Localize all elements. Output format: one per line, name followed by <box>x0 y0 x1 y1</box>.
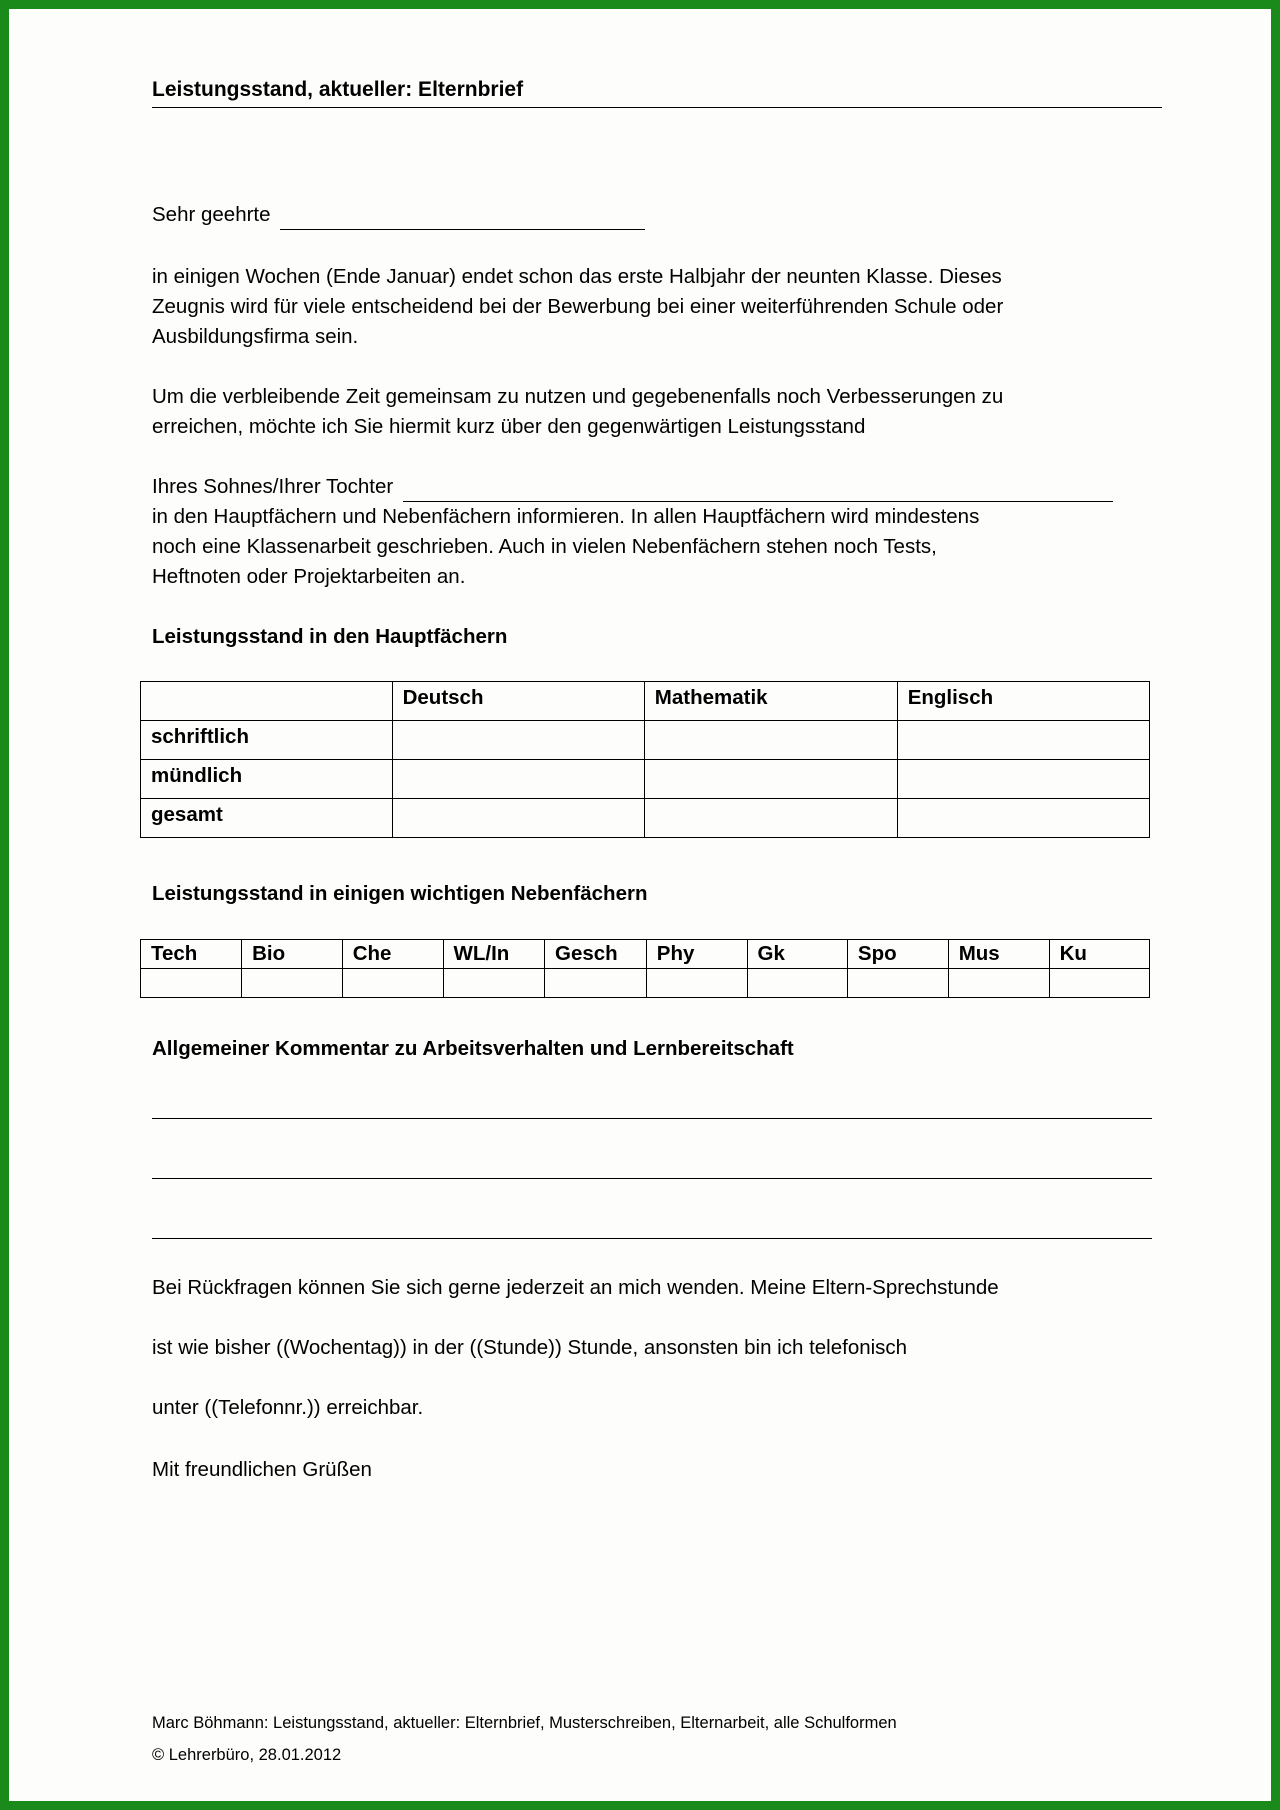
grade-cell[interactable] <box>1049 969 1149 998</box>
table-row <box>141 760 1150 799</box>
row-label: schriftlich <box>141 721 393 760</box>
table-header-cell: Phy <box>646 940 747 969</box>
grade-cell[interactable] <box>392 799 644 838</box>
row-label: gesamt <box>141 799 393 838</box>
footer-source: Marc Böhmann: Leistungsstand, aktueller: Elternbrief, Musterschreiben, Elternarbeit, alle Schulformen <box>152 1714 897 1732</box>
table-header-cell <box>141 682 393 721</box>
table-header-row <box>141 940 1150 969</box>
table-header-cell: Gk <box>747 940 847 969</box>
table-row <box>141 799 1150 838</box>
table-header-cell: Gesch <box>545 940 647 969</box>
table-header-cell: Ku <box>1049 940 1149 969</box>
table-header-cell: Deutsch <box>392 682 644 721</box>
main-subjects-table <box>140 681 1150 838</box>
paragraph-purpose: Um die verbleibende Zeit gemeinsam zu nutzen und gegebenenfalls noch Verbesserungen zu erreichen, möchte ich Sie hiermit kurz über den gegenwärtigen Leistungsstand <box>152 385 1004 438</box>
grade-cell[interactable] <box>897 760 1149 799</box>
closing-line: Bei Rückfragen können Sie sich gerne jederzeit an mich wenden. Meine Eltern-Sprechstunde <box>152 1276 999 1299</box>
minor-subjects-table <box>140 939 1150 998</box>
salutation-label: Sehr geehrte <box>152 203 271 226</box>
table-header-cell: Spo <box>847 940 948 969</box>
grade-cell[interactable] <box>646 969 747 998</box>
grade-cell[interactable] <box>644 799 897 838</box>
grade-cell[interactable] <box>644 721 897 760</box>
comment-heading: Allgemeiner Kommentar zu Arbeitsverhalten und Lernbereitschaft <box>152 1037 794 1060</box>
comment-line[interactable] <box>152 1118 1152 1119</box>
salutation-line <box>152 200 645 230</box>
footer-copyright: © Lehrerbüro, 28.01.2012 <box>152 1746 342 1764</box>
grade-cell[interactable] <box>545 969 647 998</box>
table-header-cell: Mathematik <box>644 682 897 721</box>
closing-line: ist wie bisher ((Wochentag)) in der ((Stunde)) Stunde, ansonsten bin ich telefonisch <box>152 1336 908 1359</box>
grade-cell[interactable] <box>342 969 443 998</box>
grade-cell[interactable] <box>897 799 1149 838</box>
grade-cell[interactable] <box>443 969 545 998</box>
comment-line[interactable] <box>152 1238 1152 1239</box>
greeting: Mit freundlichen Grüßen <box>152 1458 372 1481</box>
table-row <box>141 721 1150 760</box>
child-label: Ihres Sohnes/Ihrer Tochter <box>152 475 394 498</box>
grade-cell[interactable] <box>392 760 644 799</box>
table-header-cell: WL/In <box>443 940 545 969</box>
grade-cell[interactable] <box>747 969 847 998</box>
table-header-cell: Che <box>342 940 443 969</box>
grade-cell[interactable] <box>897 721 1149 760</box>
document-title: Leistungsstand, aktueller: Elternbrief <box>152 78 1162 108</box>
row-label: mündlich <box>141 760 393 799</box>
minor-subjects-heading: Leistungsstand in einigen wichtigen Nebenfächern <box>152 882 648 905</box>
child-name-blank[interactable] <box>403 479 1113 502</box>
grade-cell[interactable] <box>141 969 242 998</box>
table-header-cell: Tech <box>141 940 242 969</box>
table-header-cell: Bio <box>242 940 343 969</box>
comment-line[interactable] <box>152 1178 1152 1179</box>
grade-cell[interactable] <box>847 969 948 998</box>
table-header-cell: Englisch <box>897 682 1149 721</box>
grade-cell[interactable] <box>392 721 644 760</box>
grade-cell[interactable] <box>948 969 1049 998</box>
grade-cell[interactable] <box>644 760 897 799</box>
recipient-name-blank[interactable] <box>280 207 645 230</box>
table-row <box>141 969 1150 998</box>
main-subjects-heading: Leistungsstand in den Hauptfächern <box>152 625 508 648</box>
child-name-line <box>152 472 1113 502</box>
closing-line: unter ((Telefonnr.)) erreichbar. <box>152 1396 424 1419</box>
paragraph-info: in den Hauptfächern und Nebenfächern informieren. In allen Hauptfächern wird mindestens noch eine Klassenarbeit geschrieben. Auch in vielen Nebenfächern stehen noch Tests, Heftnoten oder Projektarbeiten an. <box>152 505 980 588</box>
table-header-row <box>141 682 1150 721</box>
paragraph-intro: in einigen Wochen (Ende Januar) endet schon das erste Halbjahr der neunten Klasse. Dieses Zeugnis wird für viele entscheidend bei der Bewerbung bei einer weiterführenden Schule oder Ausbildungsfirma sein. <box>152 265 1004 348</box>
table-header-cell: Mus <box>948 940 1049 969</box>
grade-cell[interactable] <box>242 969 343 998</box>
